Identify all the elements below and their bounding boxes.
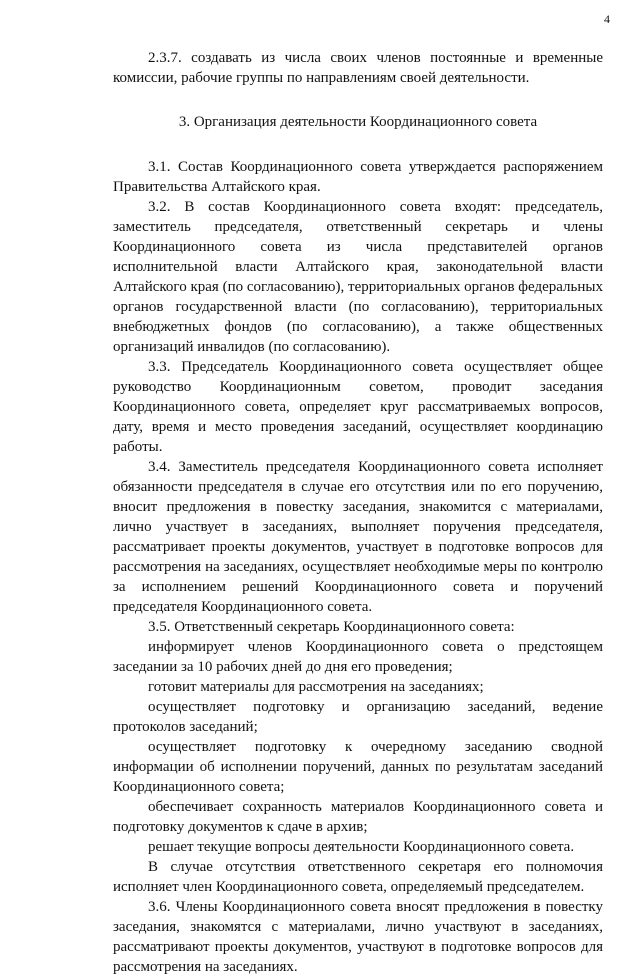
clause-3-1: 3.1. Состав Координационного совета утверждается распоряжением Правительства Алтайского края.: [113, 159, 603, 195]
clause-3-5: 3.5. Ответственный секретарь Координационного совета:: [148, 619, 515, 635]
secretary-absence-note: В случае отсутствия ответственного секретаря его полномочия исполняет член Координационного совета, определяемый председателем.: [113, 859, 603, 895]
duty-item: решает текущие вопросы деятельности Координационного совета.: [148, 839, 575, 855]
document-body: [113, 48, 603, 977]
duty-item: осуществляет подготовку и организацию заседаний, ведение протоколов заседаний;: [113, 699, 603, 735]
section-heading: 3. Организация деятельности Координационного совета: [178, 114, 538, 130]
duty-item: информирует членов Координационного совета о предстоящем заседании за 10 рабочих дней до дня его проведения;: [113, 639, 603, 675]
clause-3-3: 3.3. Председатель Координационного совета осуществляет общее руководство Координационным советом, проводит заседания Координационного совета, определяет круг рассматриваемых вопросов, дату, время и место проведения заседаний, осуществляет координацию работы.: [113, 359, 603, 455]
clause-2-3-7: 2.3.7. создавать из числа своих членов постоянные и временные комиссии, рабочие группы по направлениям своей деятельности.: [113, 50, 603, 86]
duty-item: готовит материалы для рассмотрения на заседаниях;: [148, 679, 484, 695]
duty-item: обеспечивает сохранность материалов Координационного совета и подготовку документов к сдаче в архив;: [113, 799, 603, 835]
clause-3-2: 3.2. В состав Координационного совета входят: председатель, заместитель председателя, ответственный секретарь и члены Координационного совета из числа представителей органов исполнительной власти Алтайского края, законодательной власти Алтайского края (по согласованию), территориальных органов федеральных органов государственной власти (по согласованию), территориальных внебюджетных фондов (по согласованию), а также общественных организаций инвалидов (по согласованию).: [113, 199, 603, 355]
clause-3-6: 3.6. Члены Координационного совета вносят предложения в повестку заседания, знакомятся с материалами, лично участвуют в заседаниях, рассматривают проекты документов, участвуют в подготовке вопросов для рассмотрения на заседаниях.: [113, 899, 603, 975]
duty-item: осуществляет подготовку к очередному заседанию сводной информации об исполнении поручений, данных по результатам заседаний Координационного совета;: [113, 739, 603, 795]
page-number: 4: [604, 12, 610, 26]
clause-3-4: 3.4. Заместитель председателя Координационного совета исполняет обязанности председателя в случае его отсутствия или по его поручению, вносит предложения в повестку заседания, знакомится с материалами, лично участвует в заседаниях, выполняет поручения председателя, рассматривает проекты документов, участвует в подготовке вопросов для рассмотрения на заседаниях, осуществляет необходимые меры по контролю за исполнением решений Координационного совета и поручений председателя Координационного совета.: [113, 459, 603, 615]
